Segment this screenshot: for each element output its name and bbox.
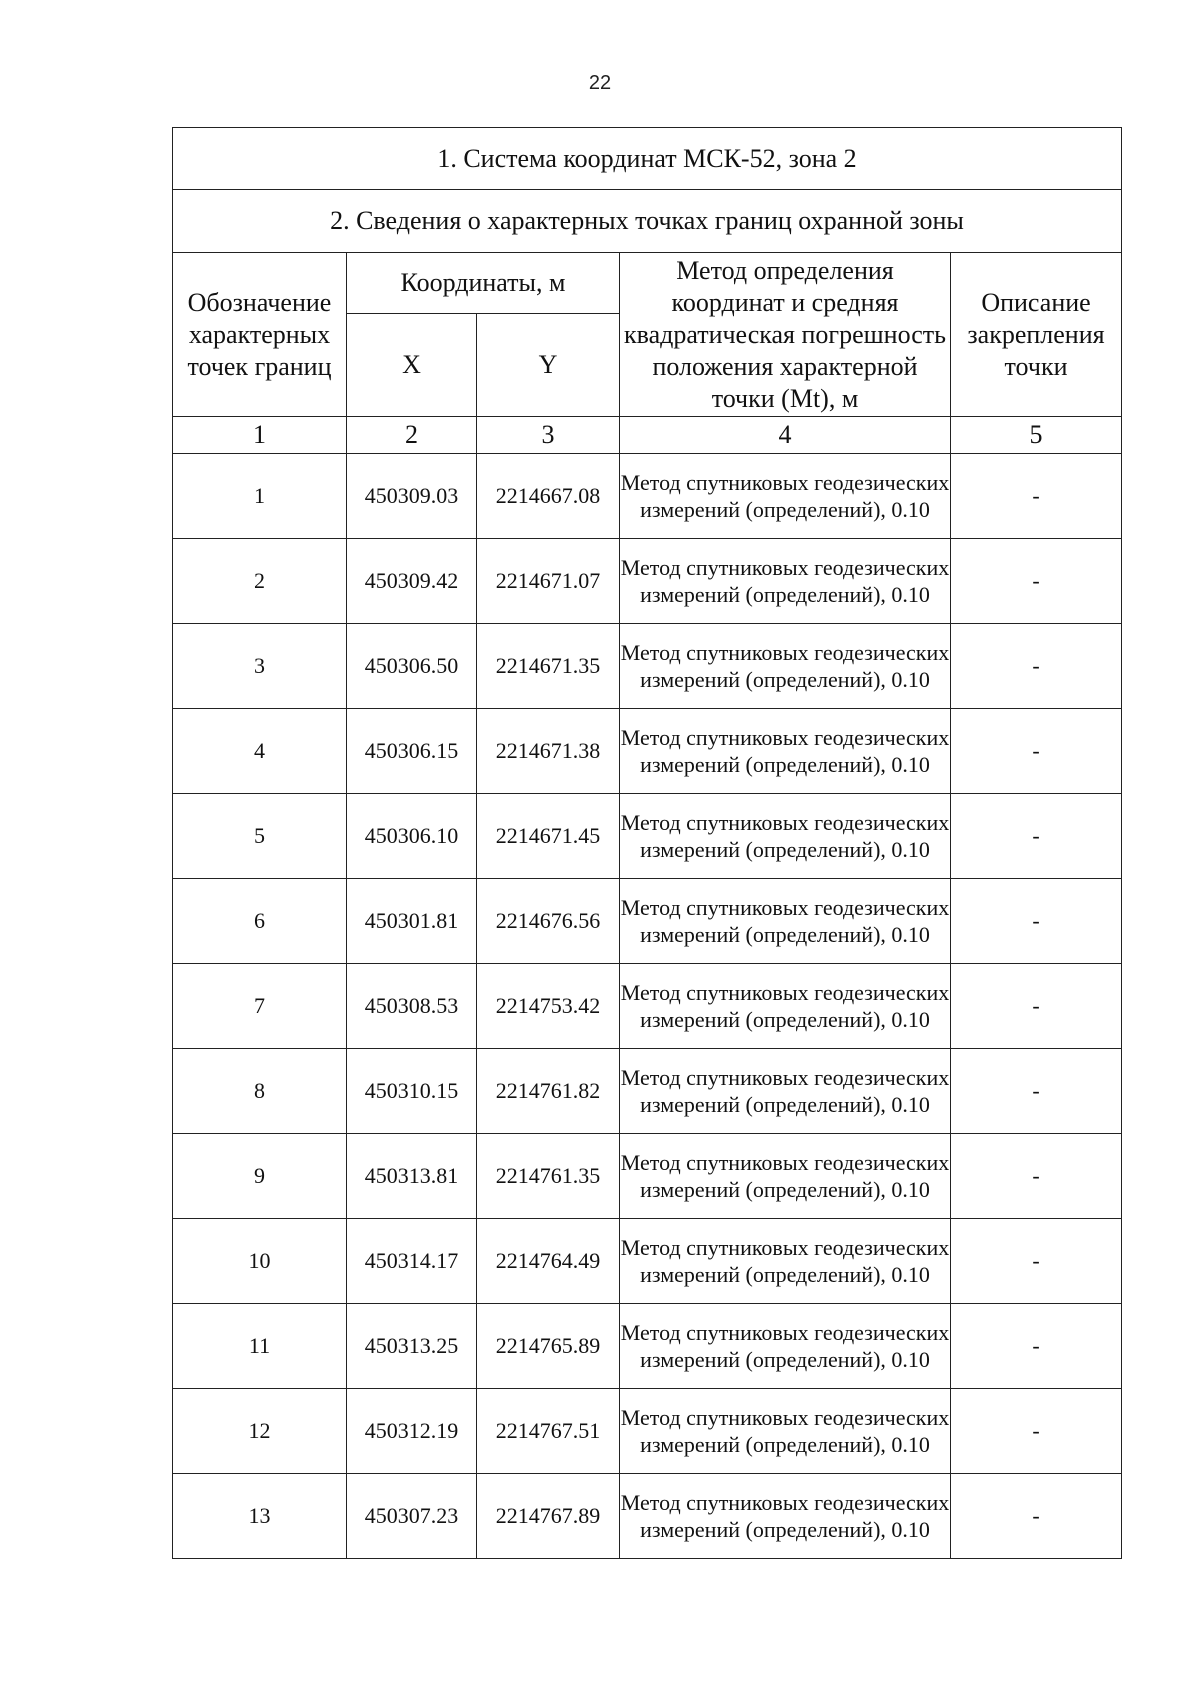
table-row <box>173 1474 1122 1559</box>
y-cell: 2214671.07 <box>477 539 620 624</box>
x-cell: 450308.53 <box>347 964 477 1049</box>
table-row <box>173 1049 1122 1134</box>
point-cell: 1 <box>173 454 347 539</box>
x-cell: 450314.17 <box>347 1219 477 1304</box>
x-cell: 450309.42 <box>347 539 477 624</box>
description-cell: - <box>951 709 1122 794</box>
table-row <box>173 624 1122 709</box>
y-cell: 2214671.38 <box>477 709 620 794</box>
header-y: Y <box>477 314 620 417</box>
y-cell: 2214764.49 <box>477 1219 620 1304</box>
description-cell: - <box>951 454 1122 539</box>
point-cell: 10 <box>173 1219 347 1304</box>
description-cell: - <box>951 1134 1122 1219</box>
x-cell: 450306.15 <box>347 709 477 794</box>
column-number: 2 <box>347 417 477 454</box>
table-header-row <box>173 253 1122 314</box>
column-number: 4 <box>620 417 951 454</box>
description-cell: - <box>951 964 1122 1049</box>
table-row <box>173 1219 1122 1304</box>
column-number-row <box>173 417 1122 454</box>
x-cell: 450301.81 <box>347 879 477 964</box>
section-row-points-info <box>173 190 1122 253</box>
point-cell: 7 <box>173 964 347 1049</box>
header-method: Метод определения координат и средняя квадратическая погрешность положения характерной точки (Mt), м <box>620 253 951 417</box>
y-cell: 2214761.35 <box>477 1134 620 1219</box>
y-cell: 2214676.56 <box>477 879 620 964</box>
table-row <box>173 1304 1122 1389</box>
method-cell: Метод спутниковых геодезических измерений (определений), 0.10 <box>620 454 951 539</box>
coordinates-table <box>172 127 1122 1559</box>
table-row <box>173 1134 1122 1219</box>
point-cell: 5 <box>173 794 347 879</box>
y-cell: 2214753.42 <box>477 964 620 1049</box>
y-cell: 2214667.08 <box>477 454 620 539</box>
description-cell: - <box>951 1049 1122 1134</box>
header-coordinates: Координаты, м <box>347 253 620 314</box>
table-row <box>173 879 1122 964</box>
y-cell: 2214767.51 <box>477 1389 620 1474</box>
description-cell: - <box>951 1304 1122 1389</box>
coordinate-system-title: 1. Система координат МСК-52, зона 2 <box>173 128 1122 190</box>
page-number: 22 <box>588 72 612 94</box>
table-row <box>173 539 1122 624</box>
x-cell: 450310.15 <box>347 1049 477 1134</box>
point-cell: 4 <box>173 709 347 794</box>
method-cell: Метод спутниковых геодезических измерений (определений), 0.10 <box>620 1304 951 1389</box>
header-x: X <box>347 314 477 417</box>
description-cell: - <box>951 1474 1122 1559</box>
y-cell: 2214671.45 <box>477 794 620 879</box>
point-cell: 2 <box>173 539 347 624</box>
description-cell: - <box>951 539 1122 624</box>
method-cell: Метод спутниковых геодезических измерений (определений), 0.10 <box>620 539 951 624</box>
description-cell: - <box>951 794 1122 879</box>
header-designation: Обозначение характерных точек границ <box>173 253 347 417</box>
method-cell: Метод спутниковых геодезических измерений (определений), 0.10 <box>620 709 951 794</box>
y-cell: 2214767.89 <box>477 1474 620 1559</box>
column-number: 3 <box>477 417 620 454</box>
method-cell: Метод спутниковых геодезических измерений (определений), 0.10 <box>620 1389 951 1474</box>
x-cell: 450312.19 <box>347 1389 477 1474</box>
method-cell: Метод спутниковых геодезических измерений (определений), 0.10 <box>620 1049 951 1134</box>
point-cell: 11 <box>173 1304 347 1389</box>
point-cell: 9 <box>173 1134 347 1219</box>
point-cell: 6 <box>173 879 347 964</box>
section-row-coordinate-system <box>173 128 1122 190</box>
method-cell: Метод спутниковых геодезических измерений (определений), 0.10 <box>620 879 951 964</box>
x-cell: 450309.03 <box>347 454 477 539</box>
method-cell: Метод спутниковых геодезических измерений (определений), 0.10 <box>620 964 951 1049</box>
description-cell: - <box>951 1389 1122 1474</box>
method-cell: Метод спутниковых геодезических измерений (определений), 0.10 <box>620 794 951 879</box>
point-cell: 12 <box>173 1389 347 1474</box>
y-cell: 2214761.82 <box>477 1049 620 1134</box>
column-number: 5 <box>951 417 1122 454</box>
y-cell: 2214671.35 <box>477 624 620 709</box>
y-cell: 2214765.89 <box>477 1304 620 1389</box>
point-cell: 13 <box>173 1474 347 1559</box>
column-number: 1 <box>173 417 347 454</box>
description-cell: - <box>951 879 1122 964</box>
method-cell: Метод спутниковых геодезических измерений (определений), 0.10 <box>620 1474 951 1559</box>
x-cell: 450306.50 <box>347 624 477 709</box>
x-cell: 450307.23 <box>347 1474 477 1559</box>
point-cell: 3 <box>173 624 347 709</box>
table-row <box>173 964 1122 1049</box>
table-row <box>173 1389 1122 1474</box>
table-row <box>173 794 1122 879</box>
method-cell: Метод спутниковых геодезических измерений (определений), 0.10 <box>620 1134 951 1219</box>
point-cell: 8 <box>173 1049 347 1134</box>
table-row <box>173 709 1122 794</box>
x-cell: 450306.10 <box>347 794 477 879</box>
x-cell: 450313.81 <box>347 1134 477 1219</box>
method-cell: Метод спутниковых геодезических измерений (определений), 0.10 <box>620 624 951 709</box>
header-description: Описание закрепления точки <box>951 253 1122 417</box>
x-cell: 450313.25 <box>347 1304 477 1389</box>
method-cell: Метод спутниковых геодезических измерений (определений), 0.10 <box>620 1219 951 1304</box>
table-row <box>173 454 1122 539</box>
description-cell: - <box>951 624 1122 709</box>
description-cell: - <box>951 1219 1122 1304</box>
points-info-title: 2. Сведения о характерных точках границ охранной зоны <box>173 190 1122 253</box>
